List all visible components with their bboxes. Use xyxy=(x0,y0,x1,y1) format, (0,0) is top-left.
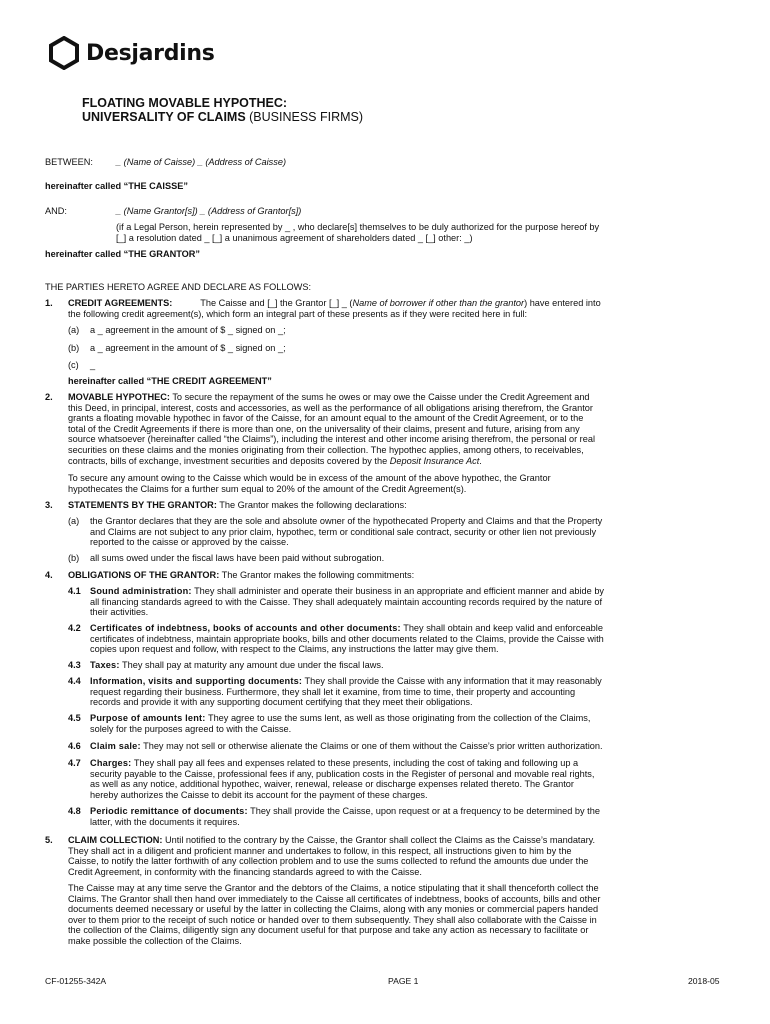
obligation-item xyxy=(90,676,726,708)
section-3-number: 3. xyxy=(45,500,53,510)
title-line-2: UNIVERSALITY OF CLAIMS (BUSINESS FIRMS) xyxy=(82,110,364,124)
section-3-b-label: (b) xyxy=(68,553,80,563)
obligation-line xyxy=(90,586,726,597)
s5-p2-line-4: over to them prior to the receipt of such notice or handed over to them subsequently. They shall also collaborate with the Caisse in xyxy=(68,914,597,925)
obligation-number: 4.7 xyxy=(68,758,81,768)
obligation-text: They agree to use the sums lent, as well as those originating from the collection of the Claims, xyxy=(205,713,591,723)
obligation-heading: Certificates of indebtness, books of accounts and other documents: xyxy=(90,623,401,633)
obligation-item xyxy=(90,623,726,655)
obligation-line: request regarding their business. Furthermore, they shall let it examine, from time to time, their property and accounting xyxy=(90,686,576,697)
obligation-text: They may not sell or otherwise alienate the Claims or one of them without the Caisse’s prior written authorization. xyxy=(140,741,603,751)
page-number: PAGE 1 xyxy=(388,976,419,986)
obligation-heading: Information, visits and supporting documents: xyxy=(90,676,303,686)
obligation-line: copies upon request and follow, with respect to the Claims, any instructions the latter may give them. xyxy=(90,644,499,655)
s2-p2-line-1: To secure any amount owing to the Caisse which would be in excess of the amount of the above hypothec, the Grantor xyxy=(68,473,551,483)
section-1-b-text: a _ agreement in the amount of $ _ signed on _; xyxy=(90,343,286,353)
section-3-a-text xyxy=(90,516,726,548)
s2-line-2: this Deed, in principal, interest, costs and accessories, as well as the performance of all obligations arising therefrom, the Grantor xyxy=(68,402,593,413)
agree-heading: THE PARTIES HERETO AGREE AND DECLARE AS FOLLOWS: xyxy=(45,282,311,292)
caisse-called: hereinafter called “THE CAISSE” xyxy=(45,181,188,191)
obligation-line: hereby authorizes the Caisse to debit its account for the payment of these charges. xyxy=(90,789,428,800)
obligation-number: 4.6 xyxy=(68,741,81,751)
legal-person-line-2: [_] a resolution dated _ [_] a unanimous agreement of shareholders dated _ [_] other: _) xyxy=(116,233,473,243)
brand-name: Desjardins xyxy=(86,40,215,66)
s2-line-7: contracts, bills of exchange, investment securities and deposits covered by the Deposit Insurance Act. xyxy=(68,455,482,466)
grantor-called: hereinafter called “THE GRANTOR” xyxy=(45,249,201,259)
s5-p2-line-1: The Caisse may at any time serve the Grantor and the debtors of the Claims, a notice stipulating that it shall thenceforth collect the xyxy=(68,883,599,893)
s3-a-line-3: reported to the caisse or approved by the caisse. xyxy=(90,537,289,548)
obligation-number: 4.2 xyxy=(68,623,81,633)
obligation-number: 4.1 xyxy=(68,586,81,596)
obligation-item xyxy=(90,586,726,618)
section-1-b-label: (b) xyxy=(68,343,80,353)
s2-p2-line-2: hypothecates the Claims for a further sum equal to 20% of the amount of the Credit Agreement(s). xyxy=(68,483,467,494)
and-value: _ (Name Grantor[s]) _ (Address of Grantor[s]) xyxy=(116,206,302,216)
obligation-item xyxy=(90,806,726,827)
section-5-paragraph-2 xyxy=(68,883,728,947)
obligation-number: 4.4 xyxy=(68,676,81,686)
obligation-line xyxy=(90,623,726,634)
obligation-line xyxy=(90,713,726,724)
obligation-heading: Periodic remittance of documents: xyxy=(90,806,248,816)
section-1-c-label: (c) xyxy=(68,360,79,370)
s3-a-line-2: and Claims are not subject to any prior claim, hypothec, term or conditional sale contract, security or other lien not previously xyxy=(90,526,597,537)
obligation-item xyxy=(90,758,726,800)
obligation-line xyxy=(90,741,726,752)
obligation-item xyxy=(90,741,726,752)
title-line-1: FLOATING MOVABLE HYPOTHEC: xyxy=(82,96,288,110)
obligation-line xyxy=(90,676,726,687)
obligation-line: latter, with the documents it requires. xyxy=(90,816,240,827)
s5-p1-line-1: CLAIM COLLECTION: Until notified to the contrary by the Caisse, the Grantor shall collect the Claims as the Caisse’s mandatary. xyxy=(68,835,596,845)
desjardins-logo xyxy=(48,36,215,70)
obligation-line xyxy=(90,806,726,817)
section-1-line-1: CREDIT AGREEMENTS: The Caisse and [_] the Grantor [_] _ (Name of borrower if other than the grantor) have entered into xyxy=(68,298,601,308)
between-label: BETWEEN: xyxy=(45,157,93,167)
obligation-heading: Sound administration: xyxy=(90,586,192,596)
obligation-text: They shall provide the Caisse, upon request or at a frequency to be determined by the xyxy=(247,806,600,816)
and-label: AND: xyxy=(45,206,67,216)
section-4-heading: OBLIGATIONS OF THE GRANTOR: The Grantor makes the following commitments: xyxy=(68,570,415,580)
obligation-text: They shall pay all fees and expenses related to these presents, including the cost of taking and following up a xyxy=(131,758,579,768)
section-1-c-text: _ xyxy=(90,360,96,370)
section-1-number: 1. xyxy=(45,298,53,308)
obligation-text: They shall pay at maturity any amount due under the fiscal laws. xyxy=(119,660,384,670)
s5-p2-line-6: make possible the collection of the Claims. xyxy=(68,935,242,946)
section-3-heading: STATEMENTS BY THE GRANTOR: The Grantor makes the following declarations: xyxy=(68,500,407,510)
obligation-heading: Purpose of amounts lent: xyxy=(90,713,206,723)
s5-p2-line-2: Claims. The Grantor shall then hand over immediately to the Caisse all certificates of indebtness, books of accounts, bills and other xyxy=(68,893,601,904)
obligation-line: certificates of indebtness, maintain appropriate books, bills and other documents related to the Claims, provide the Caisse with xyxy=(90,633,604,644)
section-4-number: 4. xyxy=(45,570,53,580)
s3-a-line-1: the Grantor declares that they are the sole and absolute owner of the hypothecated Property and Claims and that the Property xyxy=(90,516,603,526)
section-2-paragraph-2 xyxy=(68,473,728,494)
obligation-line xyxy=(90,758,726,769)
obligation-item xyxy=(90,660,726,671)
section-1-line-2: the following credit agreement(s), which form an integral part of these presents as if they were recited here in full: xyxy=(68,309,528,319)
obligation-number: 4.3 xyxy=(68,660,81,670)
form-code: CF-01255-342A xyxy=(45,976,107,986)
obligation-line: as well as any notice, additional hypothec, waiver, renewal, release or discharge expenses related thereto. The Grantor xyxy=(90,779,574,790)
section-3-a-label: (a) xyxy=(68,516,80,526)
section-2-paragraph-1 xyxy=(68,392,728,466)
s2-line-5: source whatsoever (hereinafter called “the Claims”), including the interest and other income arising therefrom, the personal or real xyxy=(68,434,596,445)
obligation-number: 4.5 xyxy=(68,713,81,723)
obligation-heading: Claim sale: xyxy=(90,741,141,751)
obligation-number: 4.8 xyxy=(68,806,81,816)
obligation-heading: Charges: xyxy=(90,758,132,768)
s2-line-1: MOVABLE HYPOTHEC: To secure the repayment of the sums he owes or may owe the Caisse under the Credit Agreement and xyxy=(68,392,590,402)
obligation-text: They shall obtain and keep valid and enforceable xyxy=(400,623,603,633)
s2-line-6: securities on these claims and the monies originating from their collection. The hypothec applies, among others, to receivables, xyxy=(68,444,584,455)
s5-p1-line-4: Credit Agreement, in conformity with the financing standards agreed to with the Caisse. xyxy=(68,866,422,877)
revision-date: 2018-05 xyxy=(688,976,720,986)
section-2-number: 2. xyxy=(45,392,53,402)
obligation-line: records and provide it with any supporting document certifying that they meet their obligations. xyxy=(90,697,473,708)
obligation-text: They shall provide the Caisse with any information that it may reasonably xyxy=(302,676,602,686)
s5-p2-line-5: the collection of the Claims, diligently sign any document useful for that purpose and take any action as necessary to facilitate or xyxy=(68,925,589,936)
section-3-b-text: all sums owed under the fiscal laws have been paid without subrogation. xyxy=(90,553,385,563)
obligation-text: They shall administer and operate their business in an appropriate and efficient manner and abide by xyxy=(191,586,605,596)
obligation-line xyxy=(90,660,726,671)
s5-p1-line-2: They shall act in a diligent and proficient manner and undertakes to follow, in this respect, all instructions given to him by the xyxy=(68,845,572,856)
section-1-a-label: (a) xyxy=(68,325,80,335)
credit-agreement-called: hereinafter called “THE CREDIT AGREEMENT” xyxy=(68,376,272,386)
obligation-line: their activities. xyxy=(90,607,149,618)
obligation-line: solely for the purposes agreed to with the Caisse. xyxy=(90,723,292,734)
obligation-heading: Taxes: xyxy=(90,660,120,670)
section-5-number: 5. xyxy=(45,835,53,845)
obligation-line: security payable to the Caisse, professional fees if any, publication costs in the Register of personal and movable real rights, xyxy=(90,768,595,779)
desjardins-hexagon-icon xyxy=(48,36,80,70)
s5-p1-line-3: Caisse, to notify the latter forthwith of any collection problem and to use the sums collected to refund the amounts due under the xyxy=(68,856,589,867)
obligation-line: all financing standards agreed to with the Caisse. They shall adequately maintain accounting records required by the nature of xyxy=(90,596,603,607)
legal-person-line-1: (if a Legal Person, herein represented by _ , who declare[s] themselves to be duly authorized for the purpose hereof by xyxy=(116,222,600,232)
between-value: _ (Name of Caisse) _ (Address of Caisse) xyxy=(116,157,287,167)
s5-p2-line-3: documents deemed necessary or useful by the latter in collecting the Claims, along with any monies or commercial papers handed xyxy=(68,904,599,915)
section-5-paragraph-1 xyxy=(68,835,728,877)
document-title xyxy=(82,96,363,124)
section-1-a-text: a _ agreement in the amount of $ _ signed on _; xyxy=(90,325,286,335)
s2-line-3: grants a floating movable hypothec in favor of the Caisse, for an amount equal to the amount of the Credit Agreement, or to the xyxy=(68,413,584,424)
s2-line-4: total of the Credit Agreements if there is more than one, on the universality of their claims, present and future, arising from any xyxy=(68,423,580,434)
obligation-item xyxy=(90,713,726,734)
